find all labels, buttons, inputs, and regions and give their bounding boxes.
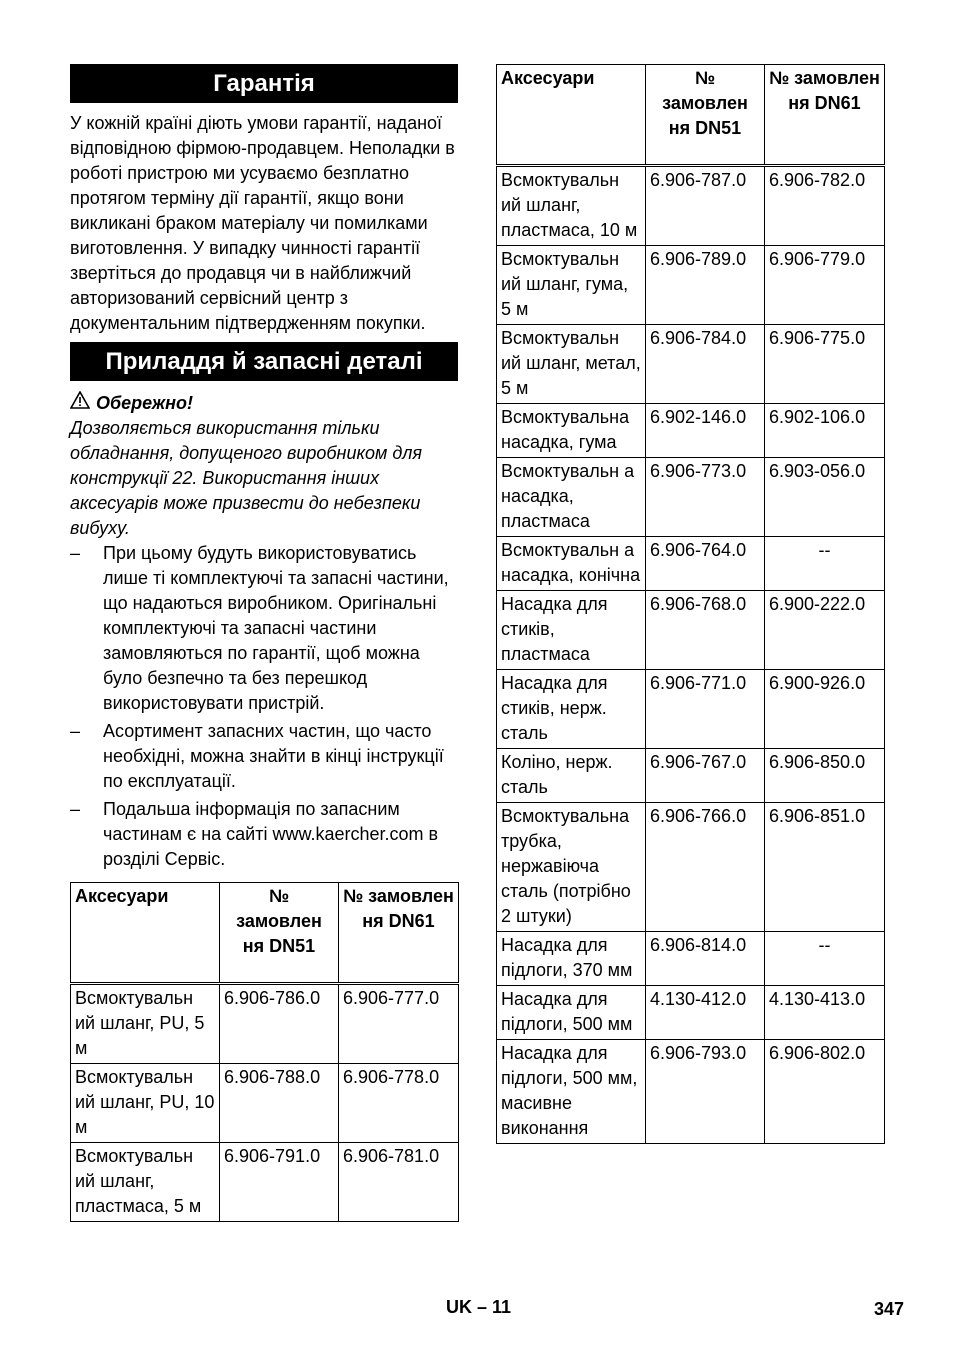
page-number: 347 [874,1299,905,1319]
warranty-heading: Гарантія [70,64,458,103]
table-row [497,458,885,537]
order-number-dn61: 6.906-782.0 [765,166,885,246]
list-item: – При цьому будуть використовуватись лише ті комплектуючі та запасні частини, що надаються виробником. Оригінальні комплектуючі та запасні частини замовляються по гарантії, щоб можна було безпечно та без перешкод використовувати пристрій. [70,541,458,716]
header-dn61: № замовлен ня DN61 [765,65,885,166]
table-row [497,803,885,932]
accessory-name: Всмоктувальна трубка, нержавіюча сталь (потрібно 2 штуки) [497,803,646,932]
accessory-name: Насадка для підлоги, 500 мм [497,986,646,1040]
order-number-dn61: 6.906-778.0 [339,1064,459,1143]
order-number-dn61: 6.903-056.0 [765,458,885,537]
order-number-dn61: 6.906-851.0 [765,803,885,932]
left-column [70,64,458,1222]
order-number-dn51: 6.906-791.0 [220,1143,339,1222]
footer-section-label: UK – 11 [446,1297,512,1317]
accessory-name: Коліно, нерж. сталь [497,749,646,803]
accessory-name: Всмоктувальн ий шланг, PU, 5 м [71,984,220,1064]
table-row [497,591,885,670]
table-row [497,325,885,404]
table-row [71,984,459,1064]
order-number-dn51: 6.906-771.0 [646,670,765,749]
accessories-table-right [496,64,885,1144]
order-number-dn61: 6.906-777.0 [339,984,459,1064]
order-number-dn51: 6.906-768.0 [646,591,765,670]
order-number-dn51: 6.906-789.0 [646,246,765,325]
accessory-name: Всмоктувальн а насадка, пластмаса [497,458,646,537]
accessory-name: Всмоктувальн ий шланг, метал, 5 м [497,325,646,404]
table-row [497,1040,885,1144]
table-row [497,749,885,803]
warning-text: Дозволяється використання тільки обладнання, допущеного виробником для конструкції 22. Використання інших аксесуарів може призвести до небезпеки вибуху. [70,418,423,538]
order-number-dn61: 6.900-926.0 [765,670,885,749]
order-number-dn51: 6.906-793.0 [646,1040,765,1144]
header-accessories: Аксесуари [497,65,646,166]
info-list [70,541,458,872]
order-number-dn61: 4.130-413.0 [765,986,885,1040]
header-dn51: № замовлен ня DN51 [646,65,765,166]
order-number-dn51: 6.906-764.0 [646,537,765,591]
accessories-heading: Приладдя й запасні деталі [70,342,458,381]
header-accessories: Аксесуари [71,883,220,984]
order-number-dn61: 6.900-222.0 [765,591,885,670]
list-item: – Подальша інформація по запасним частинам є на сайті www.kaercher.com в розділі Сервіс. [70,797,458,872]
table-row [71,1143,459,1222]
order-number-dn61: 6.906-781.0 [339,1143,459,1222]
order-number-dn51: 6.906-767.0 [646,749,765,803]
table-row [497,246,885,325]
warning-triangle-icon [70,391,96,416]
order-number-dn61: 6.906-850.0 [765,749,885,803]
accessory-name: Насадка для підлоги, 500 мм, масивне виконання [497,1040,646,1144]
order-number-dn61: 6.902-106.0 [765,404,885,458]
table-row [497,986,885,1040]
table-row [497,404,885,458]
list-item: – Асортимент запасних частин, що часто необхідні, можна знайти в кінці інструкції по експлуатації. [70,719,458,794]
accessories-table-left [70,882,459,1222]
order-number-dn51: 6.906-814.0 [646,932,765,986]
accessory-name: Всмоктувальна насадка, гума [497,404,646,458]
accessory-name: Всмоктувальн ий шланг, пластмаса, 10 м [497,166,646,246]
order-number-dn51: 6.906-788.0 [220,1064,339,1143]
table-row [71,1064,459,1143]
accessory-name: Насадка для підлоги, 370 мм [497,932,646,986]
table-row [497,537,885,591]
header-dn61: № замовлен ня DN61 [339,883,459,984]
warranty-text: У кожній країні діють умови гарантії, наданої відповідною фірмою-продавцем. Неполадки в роботі пристрою ми усуваємо безплатно протягом терміну дії гарантії, якщо вони викликані браком матеріалу чи помилками виготовлення. У випадку чинності гарантії звертіться до продавця чи в найближчий авторизований сервісний центр з документальним підтвердженням покупки. [70,113,455,333]
header-dn51: № замовлен ня DN51 [220,883,339,984]
order-number-dn61: 6.906-775.0 [765,325,885,404]
table-row [497,670,885,749]
accessory-name: Всмоктувальн ий шланг, пластмаса, 5 м [71,1143,220,1222]
order-number-dn61: 6.906-779.0 [765,246,885,325]
table-header-row [71,883,459,984]
order-number-dn51: 4.130-412.0 [646,986,765,1040]
order-number-dn51: 6.906-787.0 [646,166,765,246]
order-number-dn51: 6.902-146.0 [646,404,765,458]
table-header-row [497,65,885,166]
order-number-dn51: 6.906-784.0 [646,325,765,404]
order-number-dn61: -- [765,537,885,591]
order-number-dn51: 6.906-766.0 [646,803,765,932]
right-column [496,64,884,1144]
accessory-name: Насадка для стиків, пластмаса [497,591,646,670]
warning-title [70,391,458,416]
table-row [497,932,885,986]
accessory-name: Всмоктувальн а насадка, конічна [497,537,646,591]
order-number-dn61: 6.906-802.0 [765,1040,885,1144]
warning-title-text: Обережно! [96,393,194,413]
accessory-name: Всмоктувальн ий шланг, PU, 10 м [71,1064,220,1143]
order-number-dn51: 6.906-773.0 [646,458,765,537]
accessory-name: Всмоктувальн ий шланг, гума, 5 м [497,246,646,325]
order-number-dn51: 6.906-786.0 [220,984,339,1064]
table-row [497,166,885,246]
accessory-name: Насадка для стиків, нерж. сталь [497,670,646,749]
order-number-dn61: -- [765,932,885,986]
